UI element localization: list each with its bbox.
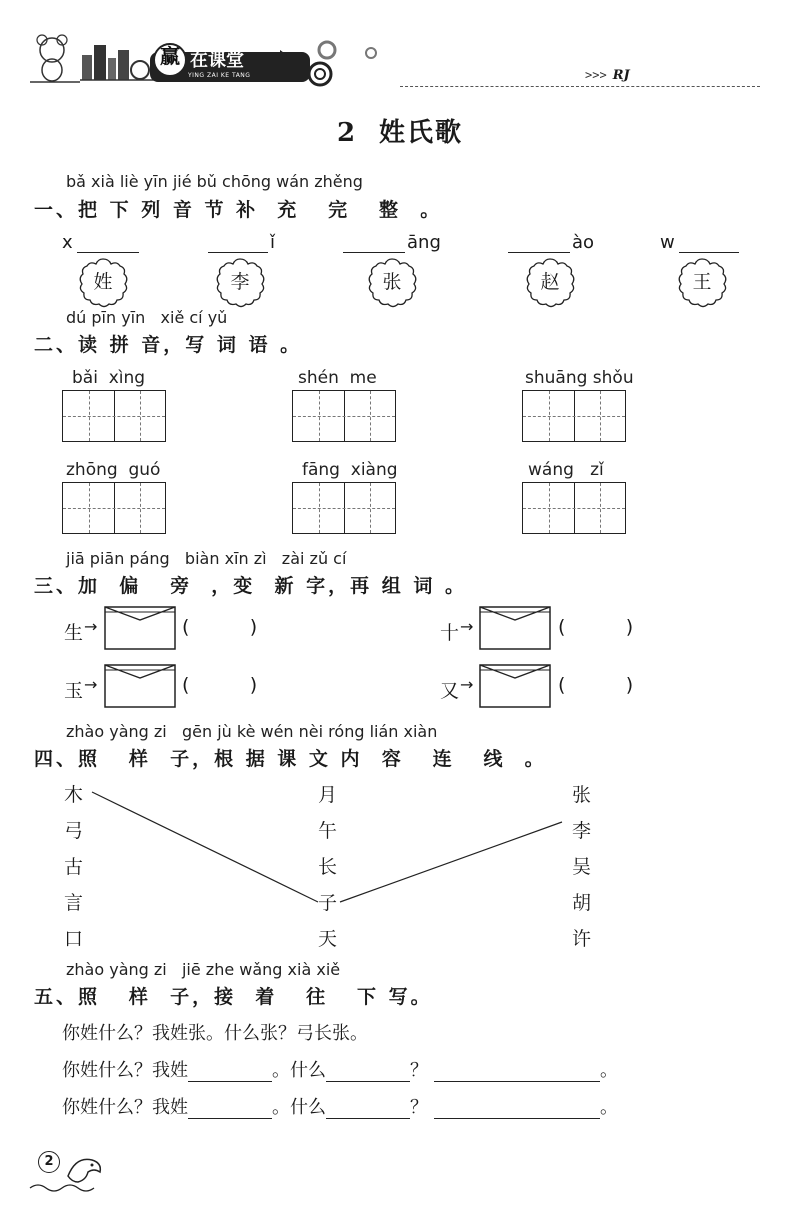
q1-pinyin: bǎ xià liè yīn jié bǔ chōng wán zhěng (66, 172, 363, 191)
q2-word-pinyin: bǎi xìng (72, 368, 146, 388)
lesson-number: 2 (336, 118, 358, 148)
match-line (92, 792, 318, 902)
answer-parens[interactable]: ( ) (182, 616, 258, 638)
q5-line (62, 1093, 618, 1119)
sentence-part: 。什么 (272, 1097, 326, 1118)
syllable-part: ǐ (270, 232, 276, 253)
match-char[interactable]: 口 (64, 928, 84, 950)
answer-blank[interactable] (188, 1100, 272, 1119)
sentence-part: 。 (600, 1060, 618, 1081)
q2-word-pinyin: shén me (298, 368, 377, 388)
arrow-icon: → (84, 617, 98, 636)
answer-blank[interactable] (434, 1100, 600, 1119)
q2-word-pinyin: wáng zǐ (528, 460, 604, 480)
brand-subtitle: YING ZAI KE TANG (188, 72, 251, 79)
flower-char: 赵 (540, 271, 560, 293)
match-line (340, 822, 562, 902)
syllable-part: x (62, 232, 73, 253)
match-char[interactable]: 胡 (572, 892, 592, 914)
match-char[interactable]: 弓 (64, 820, 84, 842)
match-char[interactable]: 午 (318, 820, 338, 842)
q5-line (62, 1056, 618, 1082)
q3-pinyin: jiā piān páng biàn xīn zì zài zǔ cí (66, 549, 347, 568)
answer-parens[interactable]: ( ) (558, 616, 634, 638)
match-char[interactable]: 许 (572, 928, 592, 950)
dolphin-icon (28, 1148, 108, 1193)
match-char[interactable]: 天 (318, 928, 338, 950)
sentence-part: ？ (410, 1060, 428, 1081)
q5-example: 你姓什么？我姓张。什么张？弓长张。 (62, 1023, 368, 1044)
match-char[interactable]: 李 (572, 820, 592, 842)
flower-char: 姓 (93, 271, 113, 293)
q2-word-pinyin: fāng xiàng (302, 460, 398, 480)
q1-heading: 一、把 下 列 音 节 补 充 完 整 。 (34, 199, 443, 221)
dolphin-decoration (28, 1148, 108, 1193)
match-char[interactable]: 子 (318, 892, 338, 914)
q2-word-pinyin: shuāng shǒu (525, 368, 634, 388)
q5-heading: 五、照 样 子，接 着 往 下 写。 (34, 986, 433, 1008)
arrow-icon: → (84, 675, 98, 694)
sentence-part: ？ (410, 1097, 428, 1118)
base-char: 十 (440, 622, 460, 644)
base-char: 玉 (64, 680, 84, 702)
match-char[interactable]: 古 (64, 856, 84, 878)
answer-parens[interactable]: ( ) (558, 674, 634, 696)
sentence-part: 你姓什么？我姓 (62, 1097, 188, 1118)
syllable-part: āng (407, 232, 441, 253)
arrow-icon: → (460, 675, 474, 694)
brand-text: 在课堂 (190, 50, 244, 71)
match-char[interactable]: 吴 (572, 856, 592, 878)
match-char[interactable]: 言 (64, 892, 84, 914)
answer-blank[interactable] (434, 1063, 600, 1082)
answer-blank[interactable] (188, 1063, 272, 1082)
base-char: 生 (64, 622, 84, 644)
arrow-icon: → (460, 617, 474, 636)
q4-heading: 四、照 样 子，根 据 课 文 内 容 连 线 。 (34, 748, 547, 770)
flower-char: 张 (382, 271, 402, 293)
match-char[interactable]: 木 (64, 784, 84, 806)
brand-char: 赢 (160, 44, 180, 68)
q3-heading: 三、加 偏 旁 ，变 新 字，再 组 词 。 (34, 575, 467, 597)
q4-pinyin: zhào yàng zi gēn jù kè wén nèi róng lián xiàn (66, 722, 438, 741)
sentence-part: 。 (600, 1097, 618, 1118)
answer-blank[interactable] (326, 1100, 410, 1119)
sentence-part: 你姓什么？我姓 (62, 1060, 188, 1081)
q5-pinyin: zhào yàng zi jiē zhe wǎng xià xiě (66, 960, 341, 979)
match-char[interactable]: 月 (318, 784, 338, 806)
page-number: 2 (38, 1151, 60, 1173)
syllable-part: ào (572, 232, 595, 253)
q2-heading: 二、读 拼 音，写 词 语 。 (34, 334, 303, 356)
answer-parens[interactable]: ( ) (182, 674, 258, 696)
answer-blank[interactable] (326, 1063, 410, 1082)
q2-word-pinyin: zhōng guó (66, 460, 161, 480)
match-char[interactable]: 张 (572, 784, 592, 806)
q2-pinyin: dú pīn yīn xiě cí yǔ (66, 308, 228, 327)
base-char: 又 (440, 680, 460, 702)
match-char[interactable]: 长 (318, 856, 338, 878)
edition-text: RJ (612, 68, 630, 83)
arrows-icon: >>> (585, 68, 607, 82)
flower-char: 李 (230, 271, 250, 293)
lesson-title: 姓氏歌 (379, 118, 464, 148)
flower-char: 王 (692, 271, 712, 293)
sentence-part: 。什么 (272, 1060, 326, 1081)
syllable-part: w (660, 232, 675, 253)
